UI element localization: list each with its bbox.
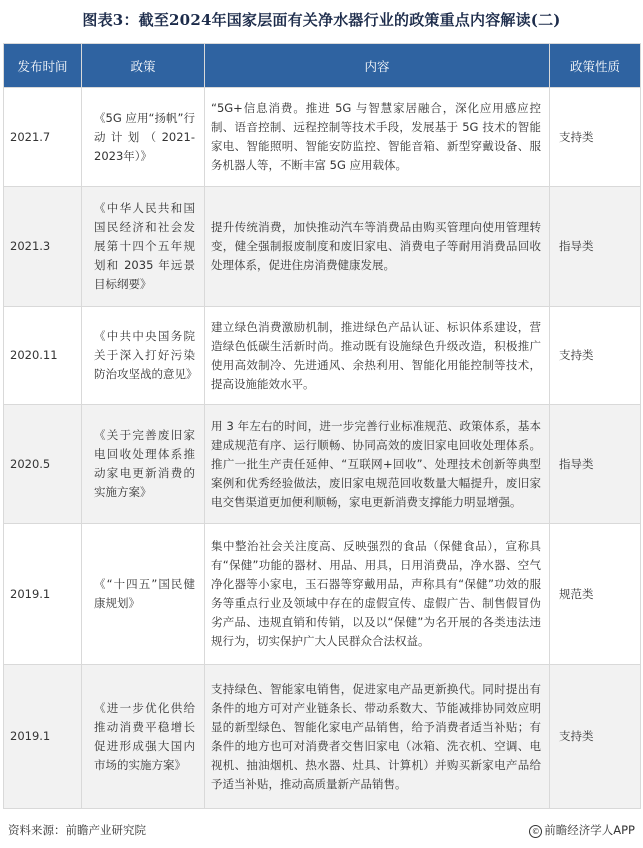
cell-nature: 规范类 — [550, 524, 641, 665]
cell-policy: 《“十四五”国民健康规划》 — [82, 524, 205, 665]
cell-date: 2021.3 — [4, 187, 82, 307]
table-row — [4, 405, 641, 524]
page-title: 图表3：截至2024年国家层面有关净水器行业的政策重点内容解读(二) — [82, 11, 561, 29]
cell-content: “5G+信息消费。推进 5G 与智慧家居融合，深化应用感应控制、语音控制、远程控制等技术手段，发展基于 5G 技术的智能家电、智能照明、智能安防监控、智能音箱、新型穿戴设备、服务机器人等，不断丰富 5G 应用载体。 — [205, 88, 550, 187]
table-row — [4, 187, 641, 307]
table-row — [4, 88, 641, 187]
table-row — [4, 665, 641, 809]
table-row — [4, 307, 641, 405]
copyright-icon: © — [529, 825, 542, 838]
cell-date: 2020.11 — [4, 307, 82, 405]
cell-content: 建立绿色消费激励机制，推进绿色产品认证、标识体系建设，营造绿色低碳生活新时尚。推动既有设施绿色升级改造，积极推广使用高效制冷、先进通风、余热利用、智能化用能控制等技术，提高设施能效水平。 — [205, 307, 550, 405]
header-content: 内容 — [205, 44, 550, 88]
cell-policy: 《中共中央国务院关于深入打好污染防治攻坚战的意见》 — [82, 307, 205, 405]
cell-content: 用 3 年左右的时间，进一步完善行业标准规范、政策体系，基本建成规范有序、运行顺畅、协同高效的废旧家电回收处理体系。推广一批生产责任延伸、“互联网+回收”、处理技术创新等典型案例和优秀经验做法，废旧家电规范回收数量大幅提升，废旧家电交售渠道更加便利顺畅，家电更新消费支撑能力明显增强。 — [205, 405, 550, 524]
cell-nature: 指导类 — [550, 187, 641, 307]
cell-policy: 《5G 应用“扬帆”行动计划（2021-2023年）》 — [82, 88, 205, 187]
policy-table — [3, 43, 641, 809]
cell-date: 2019.1 — [4, 665, 82, 809]
header-date: 发布时间 — [4, 44, 82, 88]
cell-date: 2019.1 — [4, 524, 82, 665]
cell-date: 2020.5 — [4, 405, 82, 524]
cell-date: 2021.7 — [4, 88, 82, 187]
header-policy: 政策 — [82, 44, 205, 88]
brand-credit — [529, 822, 635, 838]
header-nature: 政策性质 — [550, 44, 641, 88]
cell-policy: 《中华人民共和国国民经济和社会发展第十四个五年规划和 2035 年远景目标纲要》 — [82, 187, 205, 307]
cell-nature: 支持类 — [550, 307, 641, 405]
cell-content: 支持绿色、智能家电销售，促进家电产品更新换代。同时提出有条件的地方可对产业链条长、带动系数大、节能减排协同效应明显的新型绿色、智能化家电产品销售，给予消费者适当补贴；有条件的地方也可对消费者交售旧家电（冰箱、洗衣机、空调、电视机、抽油烟机、热水器、灶具、计算机）并购买新家电产品给予适当补贴，推动高质量新产品销售。 — [205, 665, 550, 809]
cell-policy: 《进一步优化供给推动消费平稳增长促进形成强大国内市场的实施方案》 — [82, 665, 205, 809]
cell-nature: 支持类 — [550, 88, 641, 187]
cell-nature: 指导类 — [550, 405, 641, 524]
source-note: 资料来源：前瞻产业研究院 — [8, 823, 146, 837]
cell-content: 提升传统消费，加快推动汽车等消费品由购买管理向使用管理转变，健全强制报废制度和废旧家电、消费电子等耐用消费品回收处理体系，促进住房消费健康发展。 — [205, 187, 550, 307]
cell-nature: 支持类 — [550, 665, 641, 809]
table-row — [4, 524, 641, 665]
table-header-row — [4, 44, 641, 88]
cell-policy: 《关于完善废旧家电回收处理体系推动家电更新消费的实施方案》 — [82, 405, 205, 524]
cell-content: 集中整治社会关注度高、反映强烈的食品（保健食品），宣称具有“保健”功能的器材、用品、用具，日用消费品，净水器、空气净化器等小家电，玉石器等穿戴用品，声称具有“保健”功效的服务等重点行业及领域中存在的虚假宣传、虚假广告、制售假冒伪劣产品、违规直销和传销，以及以“保健”为名开展的各类违法违规行为，切实保护广大人民群众合法权益。 — [205, 524, 550, 665]
brand-name: 前瞻经济学人APP — [544, 823, 635, 837]
